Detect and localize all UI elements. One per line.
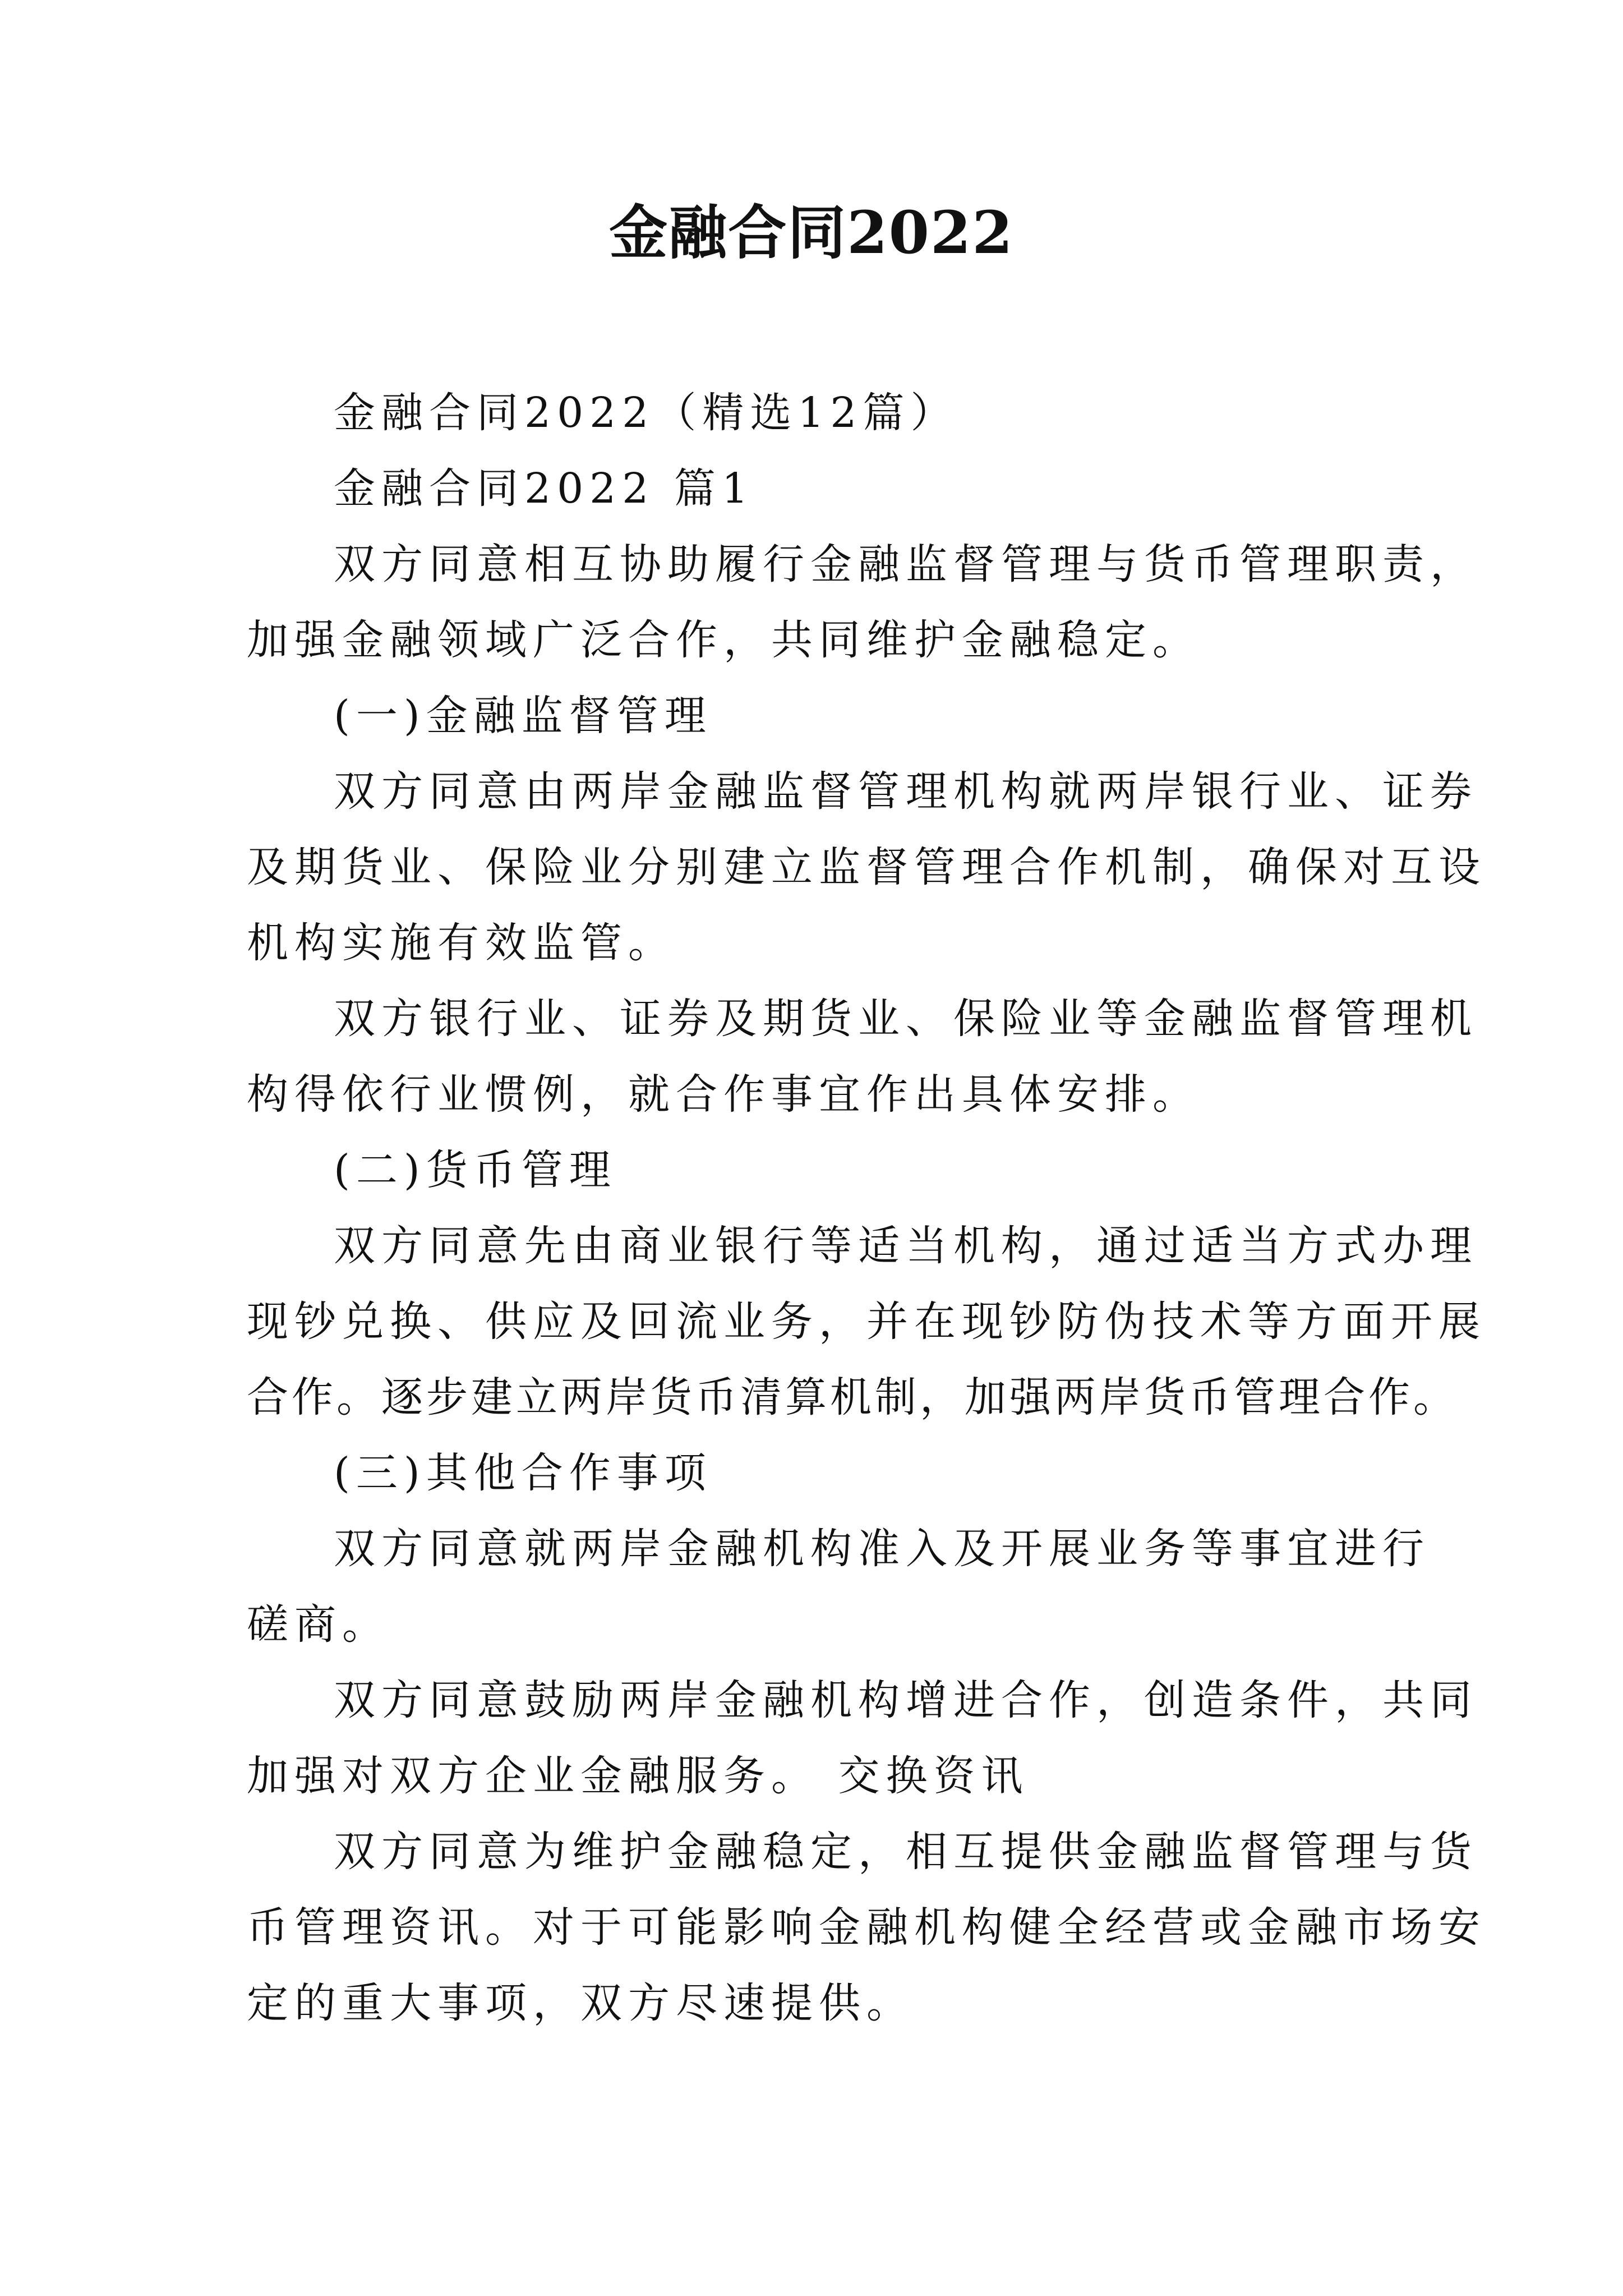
section-heading-other-cooperation: (三)其他合作事项 (334, 1449, 712, 1497)
paragraph-line: 构得依行业惯例，就合作事宜作出具体安排。 (247, 1070, 1200, 1119)
paragraph-line: 及期货业、保险业分别建立监督管理合作机制，确保对互设 (247, 843, 1486, 891)
paragraph-line: 双方同意鼓励两岸金融机构增进合作，创造条件，共同 (334, 1676, 1478, 1724)
paragraph-line: 双方同意由两岸金融监督管理机构就两岸银行业、证券 (334, 767, 1478, 816)
section-heading-financial-supervision: (一)金融监督管理 (334, 692, 712, 740)
paragraph-line: 双方同意为维护金融稳定，相互提供金融监督管理与货 (334, 1828, 1478, 1876)
subtitle-selection: 金融合同2022（精选12篇） (334, 389, 958, 437)
paragraph-line: 加强金融领域广泛合作，共同维护金融稳定。 (247, 616, 1200, 664)
page-title: 金融合同2022 (609, 198, 1014, 267)
paragraph-line: 双方同意相互协助履行金融监督管理与货币管理职责， (334, 540, 1478, 588)
paragraph-line: 定的重大事项，双方尽速提供。 (247, 1979, 914, 2027)
section-heading-part1: 金融合同2022 篇1 (334, 464, 754, 513)
section-heading-currency-management: (二)货币管理 (334, 1146, 617, 1194)
paragraph-line: 机构实施有效监管。 (247, 919, 676, 967)
paragraph-line: 双方同意先由商业银行等适当机构，通过适当方式办理 (334, 1222, 1478, 1270)
paragraph-line: 币管理资讯。对于可能影响金融机构健全经营或金融市场安 (247, 1903, 1486, 1952)
paragraph-line: 现钞兑换、供应及回流业务，并在现钞防伪技术等方面开展 (247, 1297, 1486, 1346)
paragraph-line: 双方同意就两岸金融机构准入及开展业务等事宜进行 (334, 1525, 1430, 1573)
paragraph-line: 磋商。 (247, 1600, 390, 1649)
paragraph-line: 双方银行业、证券及期货业、保险业等金融监督管理机 (334, 995, 1478, 1043)
paragraph-line: 合作。逐步建立两岸货币清算机制，加强两岸货币管理合作。 (247, 1373, 1458, 1421)
paragraph-line: 加强对双方企业金融服务。 交换资讯 (247, 1752, 1029, 1800)
